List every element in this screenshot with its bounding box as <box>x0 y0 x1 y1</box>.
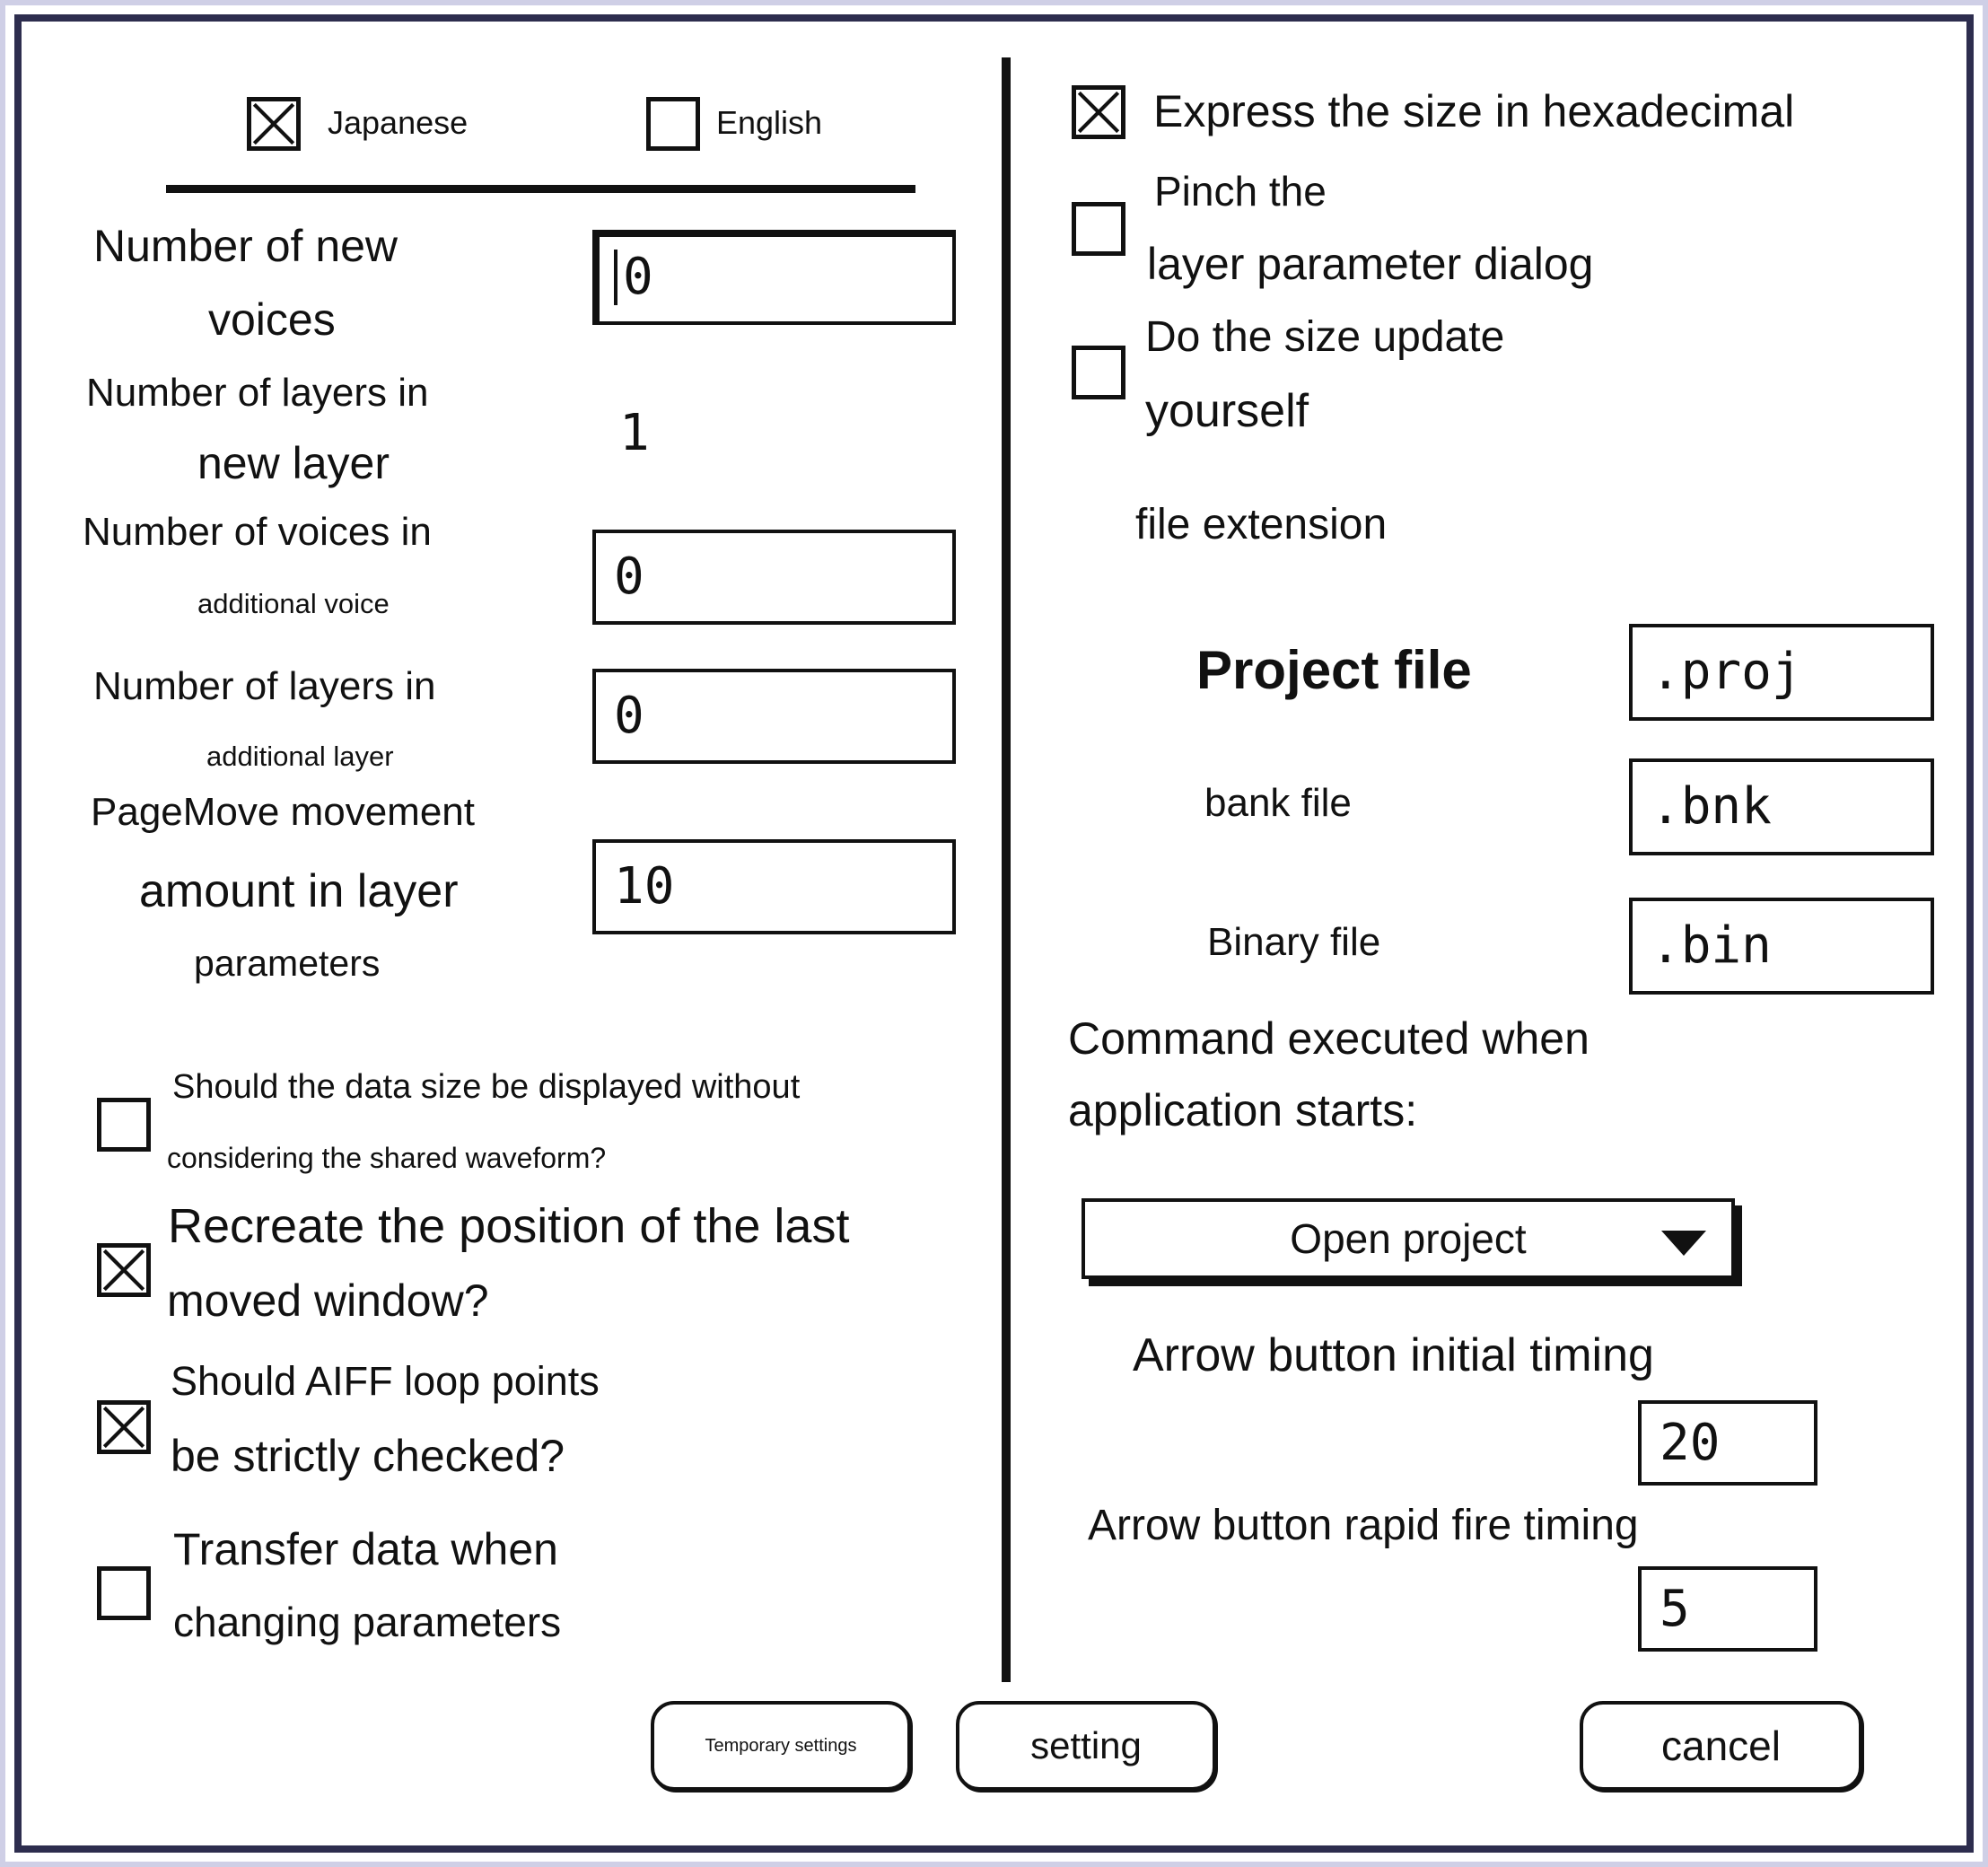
layers-additional-input[interactable] <box>592 669 956 764</box>
startup-command-selected: Open project <box>1290 1215 1527 1262</box>
language-divider <box>166 185 915 193</box>
option-aiff-loop-line1: Should AIFF loop points <box>171 1358 600 1404</box>
option-size-update-line1: Do the size update <box>1145 313 1505 361</box>
option-hexadecimal-label: Express the size in hexadecimal <box>1153 86 1795 136</box>
option-transfer-data-checkbox[interactable] <box>97 1566 151 1620</box>
option-data-size-line2: considering the shared waveform? <box>167 1142 607 1174</box>
bank-file-input[interactable] <box>1629 758 1934 855</box>
new-voices-label-line1: Number of new <box>93 221 398 271</box>
layers-additional-label-line1: Number of layers in <box>93 664 436 708</box>
new-voices-input[interactable] <box>592 230 956 325</box>
column-divider <box>1002 57 1011 1682</box>
project-file-label: Project file <box>1196 640 1472 700</box>
voices-additional-label-line2: additional voice <box>197 588 390 619</box>
layers-additional-value: 0 <box>614 687 644 745</box>
layers-additional-label-line2: additional layer <box>206 741 394 772</box>
check-x-icon <box>101 1405 146 1450</box>
cancel-button[interactable]: cancel <box>1580 1701 1862 1791</box>
check-x-icon <box>101 1248 146 1293</box>
option-size-update-checkbox[interactable] <box>1072 346 1125 399</box>
check-x-icon <box>1076 90 1121 135</box>
setting-button[interactable]: setting <box>956 1701 1216 1791</box>
pagemove-label-line1: PageMove movement <box>91 790 475 834</box>
project-file-value: .proj <box>1651 643 1802 701</box>
option-window-position-line1: Recreate the position of the last <box>168 1199 850 1253</box>
option-aiff-loop-checkbox[interactable] <box>97 1400 151 1454</box>
option-data-size-line1: Should the data size be displayed without <box>172 1068 801 1106</box>
bank-file-label: bank file <box>1204 781 1352 825</box>
pagemove-label-line2: amount in layer <box>139 865 459 917</box>
startup-command-dropdown[interactable] <box>1082 1198 1735 1279</box>
layers-new-layer-label-line2: new layer <box>197 438 390 488</box>
pagemove-input[interactable] <box>592 839 956 934</box>
binary-file-value: .bin <box>1651 916 1772 975</box>
binary-file-input[interactable] <box>1629 898 1934 995</box>
arrow-rapid-value: 5 <box>1660 1579 1690 1638</box>
new-voices-label-line2: voices <box>208 294 336 345</box>
option-hexadecimal-checkbox[interactable] <box>1072 85 1125 139</box>
option-size-update-line2: yourself <box>1145 385 1309 437</box>
voices-additional-input[interactable] <box>592 530 956 625</box>
pagemove-value: 10 <box>614 857 675 916</box>
startup-command-label-line2: application starts: <box>1068 1085 1418 1135</box>
english-checkbox[interactable] <box>646 97 700 151</box>
option-transfer-data-line1: Transfer data when <box>173 1524 558 1574</box>
option-window-position-line2: moved window? <box>167 1275 489 1326</box>
option-data-size-checkbox[interactable] <box>97 1098 151 1152</box>
arrow-initial-value: 20 <box>1660 1413 1721 1472</box>
japanese-label: Japanese <box>328 104 469 141</box>
option-window-position-checkbox[interactable] <box>97 1243 151 1297</box>
startup-command-label-line1: Command executed when <box>1068 1013 1590 1064</box>
arrow-initial-input[interactable] <box>1638 1400 1817 1486</box>
layers-new-layer-value: 1 <box>619 404 650 462</box>
arrow-rapid-label: Arrow button rapid fire timing <box>1088 1502 1639 1549</box>
voices-additional-value: 0 <box>614 548 644 606</box>
option-pinch-dialog-line1: Pinch the <box>1154 168 1327 215</box>
arrow-initial-label: Arrow button initial timing <box>1133 1329 1654 1381</box>
new-voices-value: 0 <box>623 248 653 306</box>
check-x-icon <box>251 101 296 146</box>
dropdown-arrow-icon <box>1661 1231 1706 1256</box>
arrow-rapid-input[interactable] <box>1638 1566 1817 1652</box>
bank-file-value: .bnk <box>1651 777 1772 836</box>
temporary-settings-button[interactable]: Temporary settings <box>651 1701 911 1791</box>
pagemove-label-line3: parameters <box>194 942 381 984</box>
binary-file-label: Binary file <box>1207 920 1381 964</box>
text-caret <box>614 250 617 305</box>
option-aiff-loop-line2: be strictly checked? <box>171 1431 565 1481</box>
voices-additional-label-line1: Number of voices in <box>83 510 432 554</box>
option-pinch-dialog-line2: layer parameter dialog <box>1147 239 1594 289</box>
option-transfer-data-line2: changing parameters <box>173 1599 562 1645</box>
project-file-input[interactable] <box>1629 624 1934 721</box>
option-pinch-dialog-checkbox[interactable] <box>1072 202 1125 256</box>
file-extension-heading: file extension <box>1135 501 1388 548</box>
english-label: English <box>716 104 823 141</box>
japanese-checkbox[interactable] <box>247 97 301 151</box>
layers-new-layer-label-line1: Number of layers in <box>86 371 429 415</box>
